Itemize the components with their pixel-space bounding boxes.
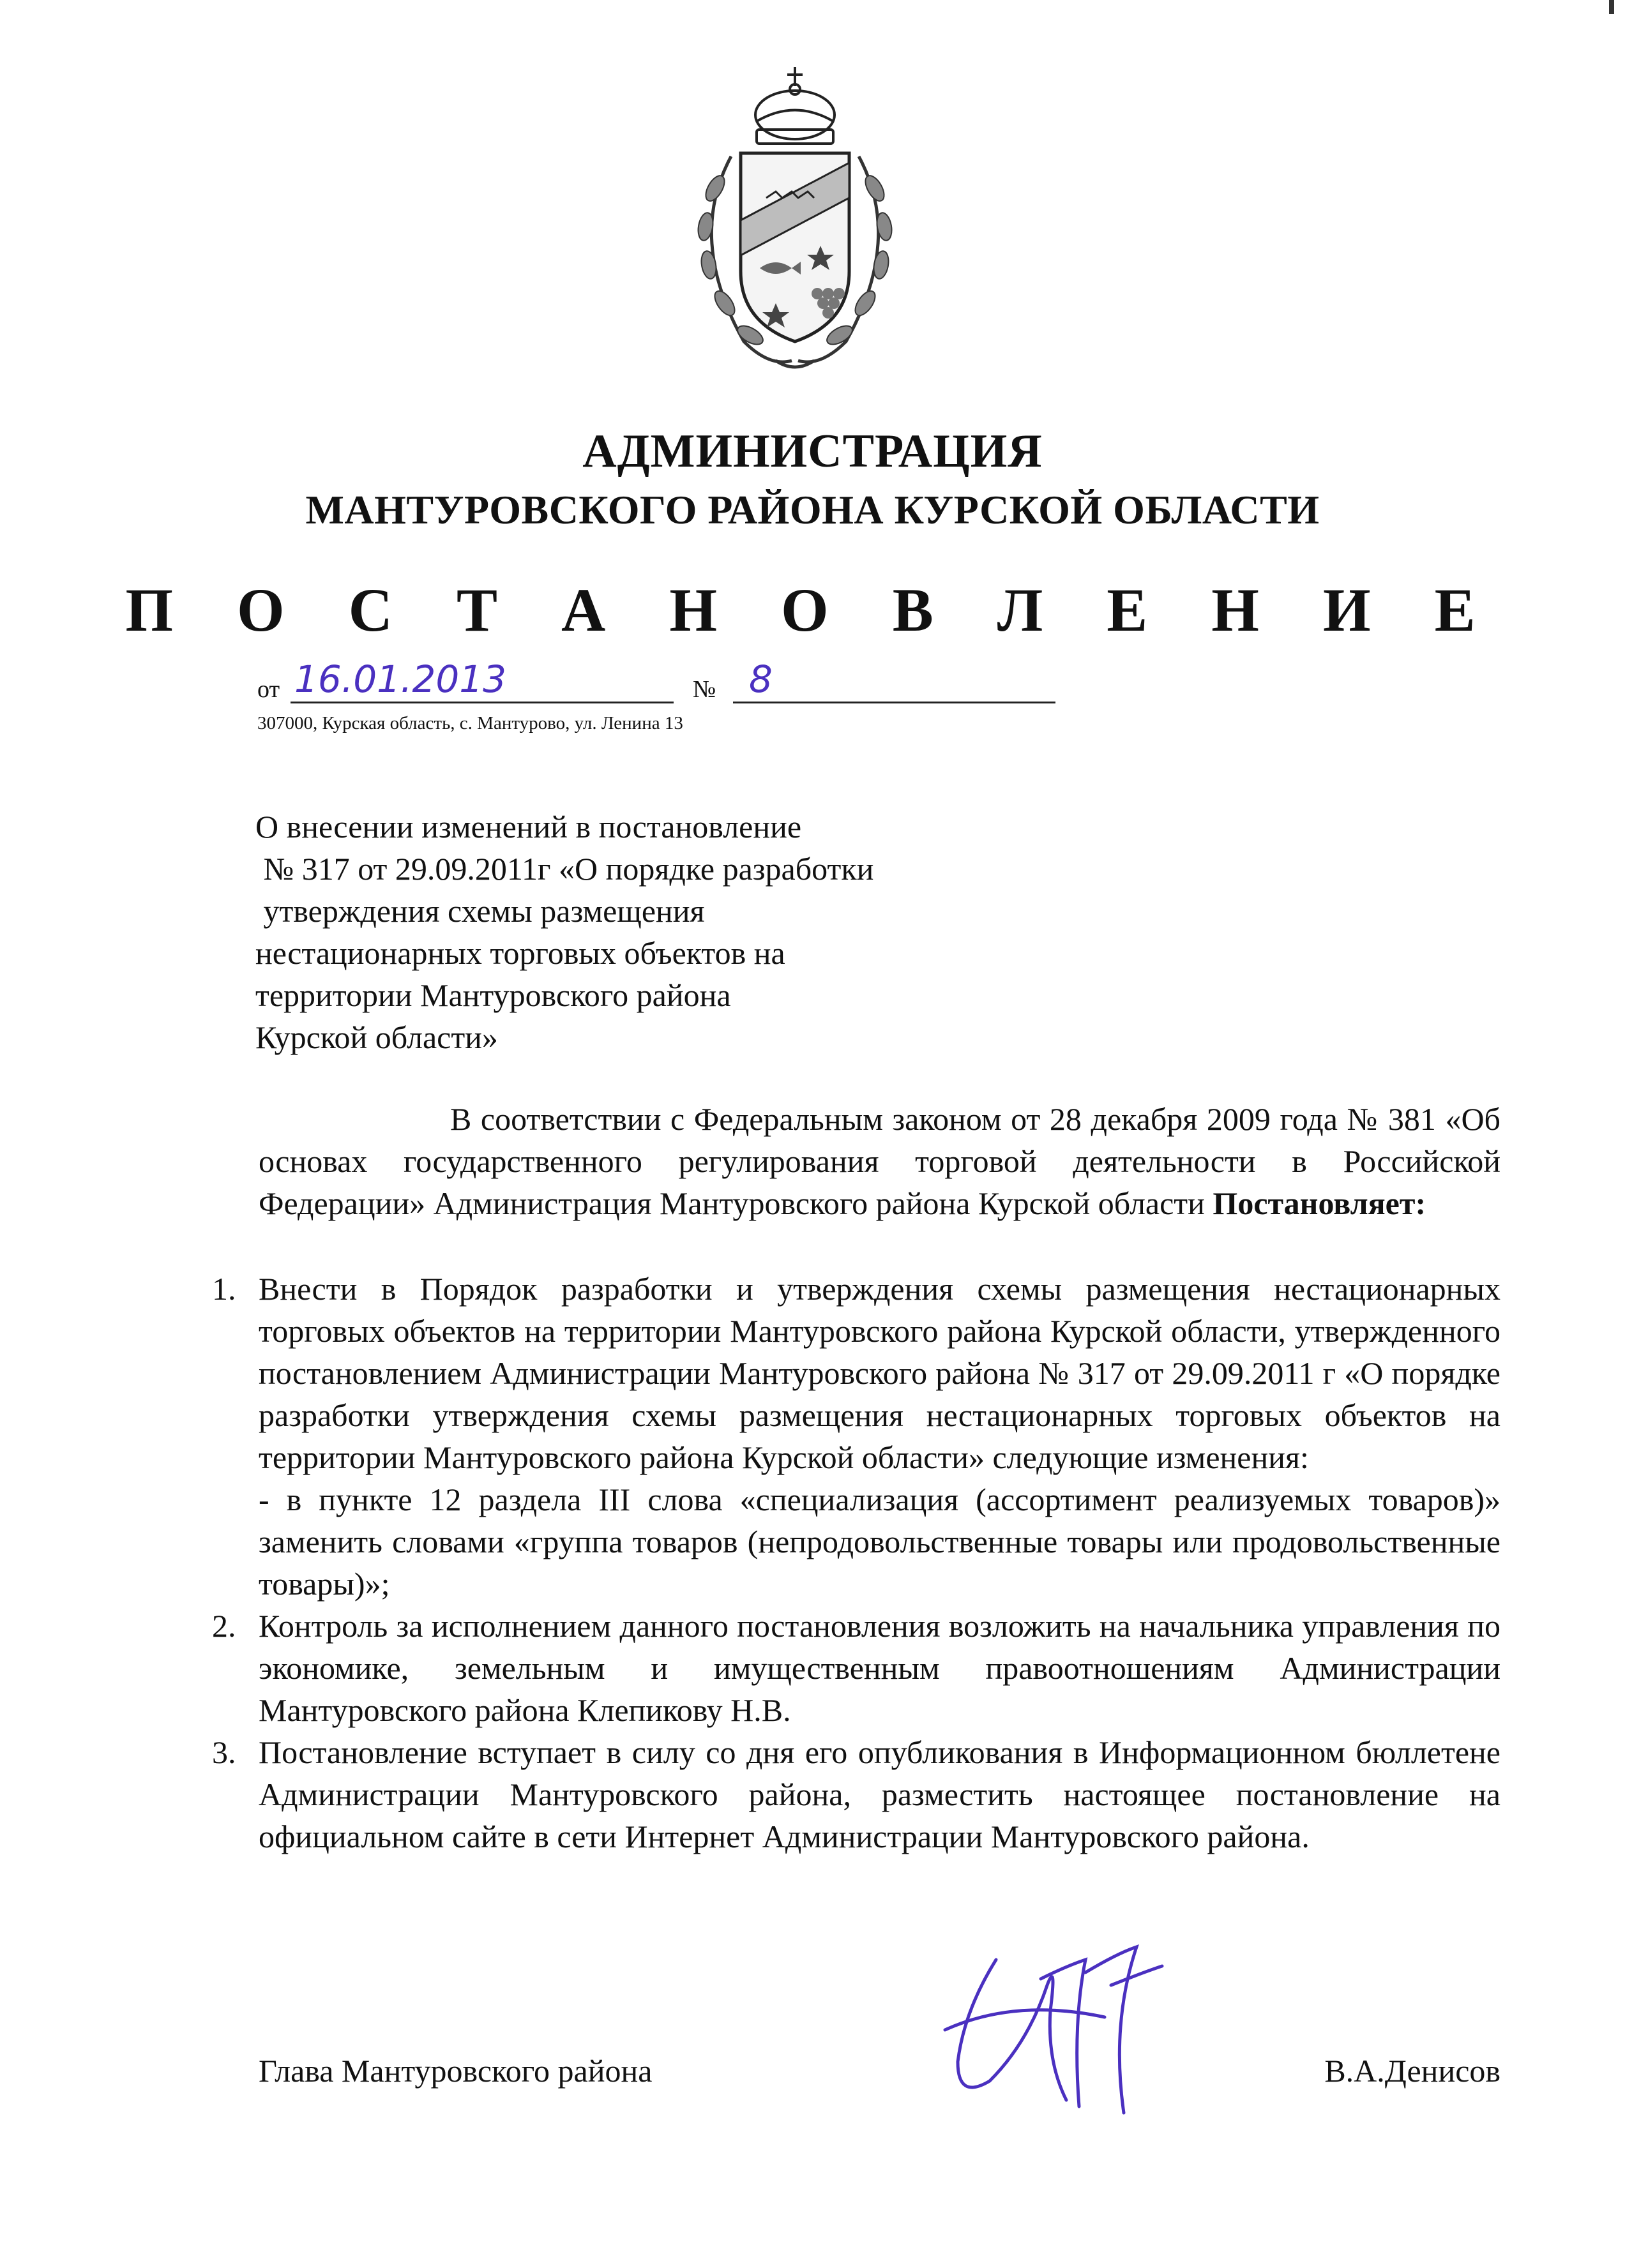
handwritten-signature <box>919 1934 1188 2126</box>
handwritten-date: 16.01.2013 <box>294 657 507 701</box>
item-number: 3. <box>212 1734 236 1770</box>
number-underline <box>733 702 1055 703</box>
subject-line: территории Мантуровского района <box>255 977 731 1013</box>
item-number: 2. <box>212 1608 236 1644</box>
signatory-position: Глава Мантуровского района <box>259 2053 653 2089</box>
resolution-item <box>192 1268 1500 1605</box>
resolution-item <box>192 1731 1500 1858</box>
document-subject <box>255 806 1149 1058</box>
resolution-items <box>192 1268 1500 1858</box>
item-text: Внести в Порядок разработки и утверждения схемы размещения нестационарных торговых объектов на территории Мантуровского района Курской области, утвержденного постановлением Администрации Мантуровского района № 317 от 29.09.2011 г «О порядке разработки утверждения схемы размещения нестационарных торговых объектов на территории Мантуровского района Курской области» следующие изменения: <box>259 1271 1500 1475</box>
coat-of-arms-emblem <box>661 61 929 380</box>
decides-keyword: Постановляет: <box>1213 1185 1426 1221</box>
subject-line: нестационарных торговых объектов на <box>255 935 785 971</box>
address-line: 307000, Курская область, с. Мантурово, ул. Ленина 13 <box>257 713 683 733</box>
subject-line: О внесении изменений в постановление <box>255 809 802 845</box>
number-label: № <box>693 676 716 703</box>
item-text: Постановление вступает в силу со дня его опубликования в Информационном бюллетене Администрации Мантуровского района, разместить настоящее постановление на официальном сайте в сети Интернет Администрации Мантуровского района. <box>259 1734 1500 1854</box>
document-type-heading: П О С Т А Н О В Л Е Н И Е <box>125 576 1500 644</box>
date-number-line <box>257 657 806 709</box>
scan-edge-mark <box>1609 0 1614 14</box>
subject-line: Курской области» <box>255 1019 498 1055</box>
preamble-paragraph <box>259 1098 1500 1224</box>
item-number: 1. <box>212 1271 236 1307</box>
handwritten-number: 8 <box>749 657 773 701</box>
date-label: от <box>257 676 280 703</box>
signatory-name: В.А.Денисов <box>1324 2053 1500 2089</box>
subject-line: № 317 от 29.09.2011г «О порядке разработки <box>255 851 874 887</box>
resolution-item <box>192 1605 1500 1731</box>
item-text: Контроль за исполнением данного постановления возложить на начальника управления по экономике, земельным и имущественным правоотношениям Администрации Мантуровского района Клепикову Н.В. <box>259 1608 1500 1728</box>
subject-line: утверждения схемы размещения <box>255 893 705 929</box>
preamble-text: В соответствии с Федеральным законом от 28 декабря 2009 года № 381 «Об основах государственного регулирования торговой деятельности в Российской Федерации» Администрация Мантуровского района Курской области <box>259 1101 1500 1221</box>
organization-title: АДМИНИСТРАЦИЯ <box>582 425 1043 477</box>
item-subpoint: - в пункте 12 раздела III слова «специализация (ассортимент реализуемых товаров)» заменить словами «группа товаров (непродовольственные товары или продовольственные товары)»; <box>259 1482 1500 1602</box>
organization-subtitle: МАНТУРОВСКОГО РАЙОНА КУРСКОЙ ОБЛАСТИ <box>305 487 1320 532</box>
date-underline <box>291 702 674 703</box>
